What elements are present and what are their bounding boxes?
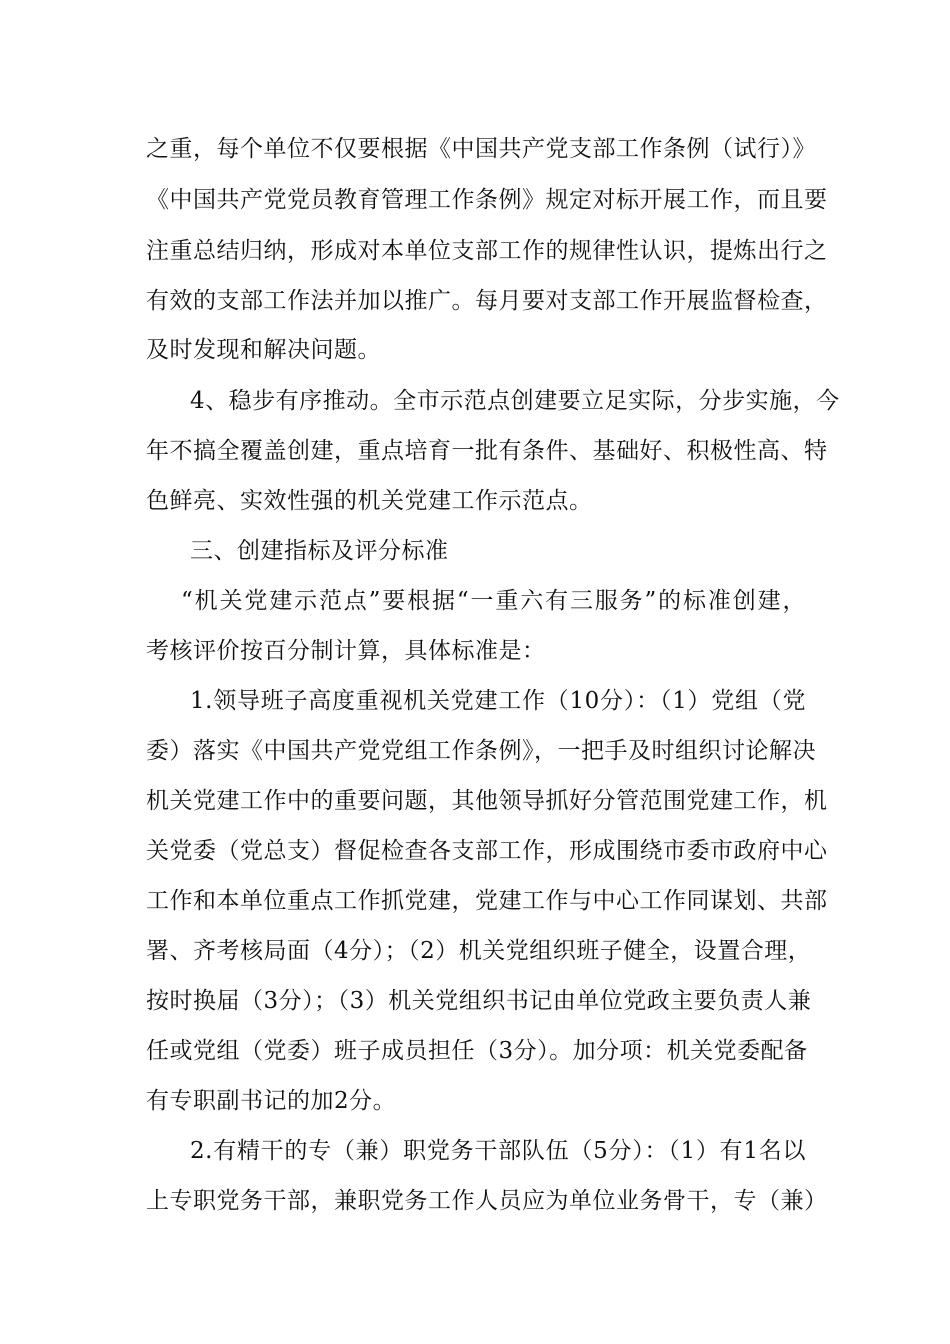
text-line: 注重总结归纳，形成对本单位支部工作的规律性认识，提炼出行之 <box>146 238 828 264</box>
text-line: 之重，每个单位不仅要根据《中国共产党支部工作条例（试行）》 <box>146 136 816 162</box>
text-line: 有专职副书记的加2分。 <box>146 1088 397 1114</box>
text-line: 及时发现和解决问题。 <box>146 337 381 363</box>
text-line: 有效的支部工作法并加以推广。每月要对支部工作开展监督检查， <box>146 288 828 314</box>
text-line: 1.领导班子高度重视机关党建工作（10分）：（1）党组（党 <box>190 688 806 714</box>
text-line: “机关党建示范点”要根据“一重六有三服务”的标准创建， <box>181 588 806 614</box>
text-line: 署、齐考核局面（4分）；（2）机关党组织班子健全，设置合理， <box>146 938 812 964</box>
text-line: 《中国共产党党员教育管理工作条例》规定对标开展工作，而且要 <box>146 187 828 213</box>
text-line: 委）落实《中国共产党党组工作条例》，一把手及时组织讨论解决 <box>146 738 816 764</box>
text-line: 机关党建工作中的重要问题，其他领导抓好分管范围党建工作，机 <box>146 788 828 814</box>
text-line: 色鲜亮、实效性强的机关党建工作示范点。 <box>146 488 593 514</box>
text-line: 关党委（党总支）督促检查各支部工作，形成围绕市委市政府中心 <box>146 838 828 864</box>
text-line: 工作和本单位重点工作抓党建，党建工作与中心工作同谋划、共部 <box>146 888 828 914</box>
text-line: 年不搞全覆盖创建，重点培育一批有条件、基础好、积极性高、特 <box>146 438 828 464</box>
text-line: 2.有精干的专（兼）职党务干部队伍（5分）：（1）有1名以 <box>190 1138 806 1164</box>
section-heading: 三、创建指标及评分标准 <box>190 538 449 564</box>
text-line: 考核评价按百分制计算，具体标准是： <box>146 638 546 664</box>
text-line: 任或党组（党委）班子成员担任（3分）。加分项：机关党委配备 <box>146 1038 808 1064</box>
text-line: 按时换届（3分）；（3）机关党组织书记由单位党政主要负责人兼 <box>146 988 812 1014</box>
text-line: 上专职党务干部，兼职党务工作人员应为单位业务骨干，专（兼） <box>146 1188 828 1214</box>
text-line: 4、稳步有序推动。全市示范点创建要立足实际，分步实施，今 <box>190 388 840 414</box>
